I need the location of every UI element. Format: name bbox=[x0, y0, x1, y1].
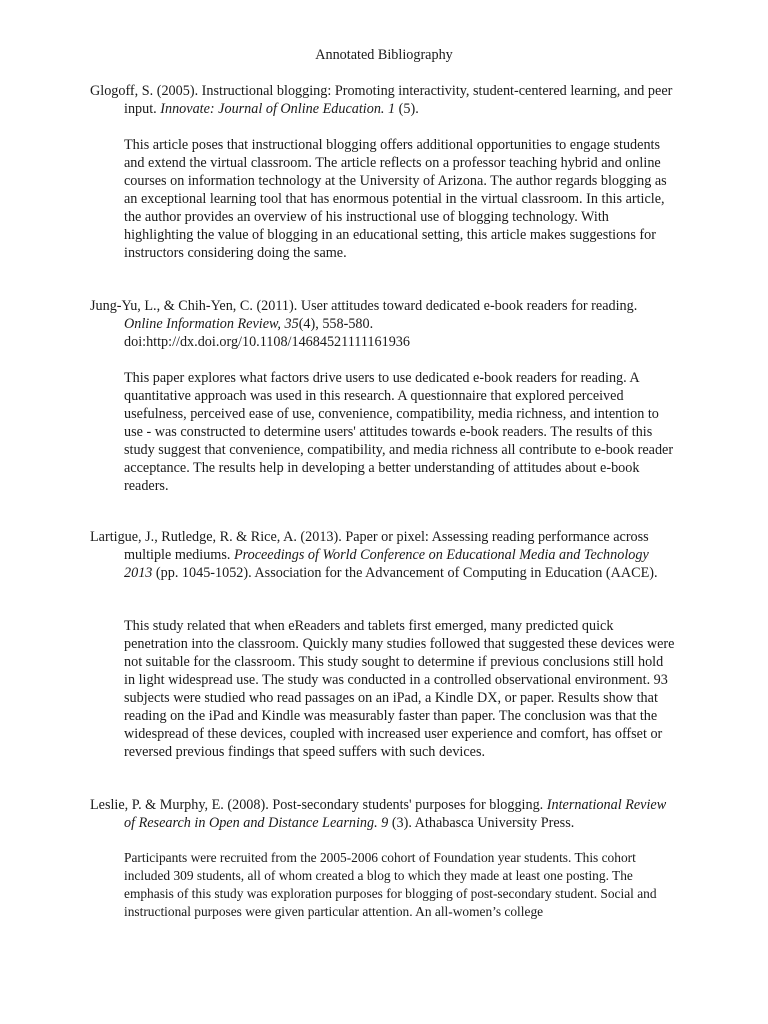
citation-authors-title: Leslie, P. & Murphy, E. (2008). Post-secondary students' purposes for blogging. bbox=[90, 797, 547, 813]
citation bbox=[90, 528, 675, 582]
annotation: This paper explores what factors drive users to use dedicated e-book readers for reading. A quantitative approach was used in this research. A questionnaire that explored perceived usefulness, perceived ease of use, convenience, compatibility, media richness, and intention to use - was constructed to determine users' attitudes towards e-book readers. The results of this study suggest that convenience, compatibility, and media richness all contribute to e-book reader acceptance. The results help in developing a better understanding of attitudes about e-book readers. bbox=[124, 370, 674, 494]
citation-details: (3). Athabasca University Press. bbox=[388, 815, 575, 831]
bibliography-entry bbox=[90, 82, 675, 118]
bibliography-entry bbox=[90, 796, 675, 832]
citation bbox=[90, 796, 675, 832]
citation-journal: Innovate: Journal of Online Education. 1 bbox=[160, 101, 396, 117]
citation-journal: Online Information Review, 35 bbox=[124, 316, 299, 332]
bibliography-annotation-block bbox=[90, 136, 675, 262]
citation-journal: International Review of Research in Open and Distance Learning. 9 bbox=[124, 797, 667, 831]
citation-doi: doi:http://dx.doi.org/10.1108/14684521111161936 bbox=[124, 334, 410, 350]
bibliography-annotation-block bbox=[90, 849, 675, 921]
citation-details: (pp. 1045-1052). Association for the Advancement of Computing in Education (AACE). bbox=[152, 565, 658, 581]
annotation: This article poses that instructional blogging offers additional opportunities to engage students and extend the virtual classroom. The article reflects on a professor teaching hybrid and online courses on information technology at the University of Arizona. The author regards blogging as an exceptional learning tool that has enormous potential in the virtual classroom. In this article, the author provides an overview of his instructional use of blogging technology. With highlighting the value of blogging in an educational setting, this article makes suggestions for instructors considering doing the same. bbox=[124, 137, 667, 261]
bibliography-annotation-block bbox=[90, 617, 675, 761]
citation-authors-title: Jung-Yu, L., & Chih-Yen, C. (2011). User attitudes toward dedicated e-book readers for reading. bbox=[90, 298, 638, 314]
citation-journal: Proceedings of World Conference on Educational Media and Technology 2013 bbox=[124, 547, 649, 581]
page-title: Annotated Bibliography bbox=[315, 47, 453, 63]
citation-details: (4), 558-580. bbox=[298, 316, 374, 332]
citation bbox=[90, 297, 675, 351]
annotation: Participants were recruited from the 2005-2006 cohort of Foundation year students. This cohort included 309 students, all of whom created a blog to which they made at least one posting. The emphasis of this study was exploration purposes for blogging of post-secondary student. Social and instructional purposes were given particular attention. An all-women’s college bbox=[124, 850, 657, 919]
citation-authors-title: Lartigue, J., Rutledge, R. & Rice, A. (2013). Paper or pixel: Assessing reading performance across multiple mediums. bbox=[90, 529, 649, 563]
citation-details: (5). bbox=[395, 101, 419, 117]
bibliography-entry bbox=[90, 528, 675, 582]
bibliography-entry bbox=[90, 297, 675, 351]
annotation: This study related that when eReaders and tablets first emerged, many predicted quick penetration into the classroom. Quickly many studies followed that suggested these devices were not suitable for the classroom. This study sought to determine if previous conclusions still hold in light widespread use. The study was conducted in a controlled observational environment. 93 subjects were studied who read passages on an iPad, a Kindle DX, or paper. Results show that reading on the iPad and Kindle was measurably faster than paper. The conclusion was that the widespread of these devices, coupled with increased user experience and comfort, has offset or reversed previous findings that speed suffers with such devices. bbox=[124, 618, 675, 760]
citation-authors-title: Glogoff, S. (2005). Instructional blogging: Promoting interactivity, student-centered learning, and peer input. bbox=[90, 83, 673, 117]
citation bbox=[90, 82, 675, 118]
bibliography-annotation-block bbox=[90, 369, 675, 495]
